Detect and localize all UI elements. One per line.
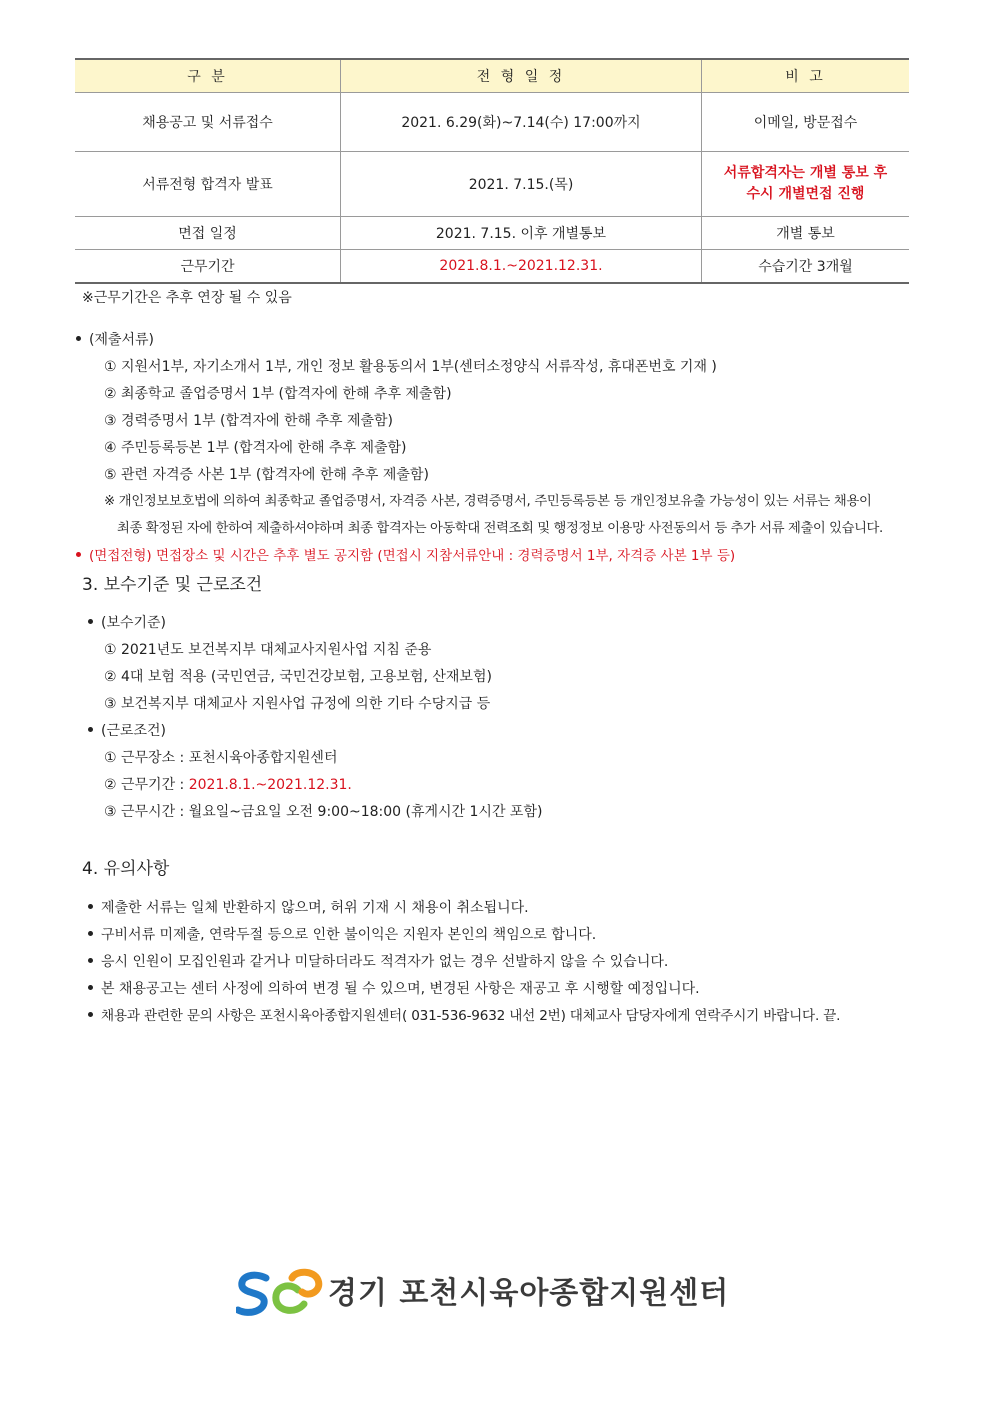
list-item: ③ 보건복지부 대체교사 지원사업 규정에 의한 기타 수당지급 등 (104, 696, 491, 712)
row-category: 서류전형 합격자 발표 (75, 152, 341, 217)
row-remark: 수습기간 3개월 (702, 250, 910, 283)
table-row (75, 152, 909, 217)
row-date: 2021. 7.15.(목) (341, 152, 702, 217)
list-item: 채용과 관련한 문의 사항은 포천시육아종합지원센터( 031-536-9632 내선 2번) 대체교사 담당자에게 연락주시기 바랍니다. 끝. (88, 1006, 840, 1026)
list-item: ⑤ 관련 자격증 사본 1부 (합격자에 한해 추후 제출함) (104, 467, 429, 483)
bullet-icon (88, 727, 93, 732)
row-remark: 이메일, 방문접수 (702, 93, 910, 152)
row-date: 2021. 7.15. 이후 개별통보 (341, 217, 702, 250)
row-remark: 개별 통보 (702, 217, 910, 250)
header-category: 구 분 (75, 59, 341, 93)
row-category: 면접 일정 (75, 217, 341, 250)
remark-line-1: 서류합격자는 개별 통보 후 (723, 165, 888, 181)
bullet-icon (88, 904, 93, 909)
schedule-table (75, 58, 909, 284)
header-schedule: 전 형 일 정 (341, 59, 702, 93)
work-period-value: 2021.8.1.~2021.12.31. (188, 777, 352, 793)
row-category: 근무기간 (75, 250, 341, 283)
documents-title: (제출서류) (76, 330, 154, 350)
interview-notice: (면접전형) 면접장소 및 시간은 추후 별도 공지함 (면접시 지참서류안내 : 경력증명서 1부, 자격증 사본 1부 등) (76, 546, 735, 566)
bullet-icon (76, 552, 81, 557)
work-title: (근로조건) (88, 721, 166, 741)
row-remark (702, 152, 910, 217)
table-row (75, 93, 909, 152)
sc-swirl-logo-icon (236, 1268, 326, 1320)
remark-line-2: 수시 개별면접 진행 (746, 186, 865, 202)
list-item: ③ 경력증명서 1부 (합격자에 한해 추후 제출함) (104, 413, 393, 429)
list-item: 제출한 서류는 일체 반환하지 않으며, 허위 기재 시 채용이 취소됩니다. (88, 898, 529, 918)
privacy-notice-line-2: 최종 확정된 자에 한하여 제출하셔야하며 최종 합격자는 아동학대 전력조회 및 행정정보 이용망 사전동의서 등 추가 서류 제출이 있습니다. (117, 521, 883, 536)
row-category: 채용공고 및 서류접수 (75, 93, 341, 152)
list-item: 본 채용공고는 센터 사정에 의하여 변경 될 수 있으며, 변경된 사항은 재공고 후 시행할 예정입니다. (88, 979, 700, 999)
bullet-icon (76, 336, 81, 341)
work-place: ① 근무장소 : 포천시육아종합지원센터 (104, 750, 338, 766)
bullet-icon (88, 1012, 93, 1017)
bullet-icon (88, 958, 93, 963)
org-name: 경기 포천시육아종합지원센터 (328, 1276, 730, 1311)
section-3-title: 3. 보수기준 및 근로조건 (82, 575, 263, 595)
period-note: ※근무기간은 추후 연장 될 수 있음 (82, 290, 292, 306)
list-item: ① 지원서1부, 자기소개서 1부, 개인 정보 활용동의서 1부(센터소정양식 서류작성, 휴대폰번호 기재 ) (104, 359, 717, 375)
list-item: ② 4대 보험 적용 (국민연금, 국민건강보험, 고용보험, 산재보험) (104, 669, 492, 685)
row-date: 2021. 6.29(화)~7.14(수) 17:00까지 (341, 93, 702, 152)
bullet-icon (88, 619, 93, 624)
list-item: ② 최종학교 졸업증명서 1부 (합격자에 한해 추후 제출함) (104, 386, 452, 402)
list-item: 응시 인원이 모집인원과 같거나 미달하더라도 적격자가 없는 경우 선발하지 않을 수 있습니다. (88, 952, 668, 972)
table-row (75, 250, 909, 283)
table-row (75, 217, 909, 250)
pay-title: (보수기준) (88, 613, 166, 633)
row-date: 2021.8.1.~2021.12.31. (341, 250, 702, 283)
work-period: ② 근무기간 : 2021.8.1.~2021.12.31. (104, 777, 352, 793)
bullet-icon (88, 931, 93, 936)
header-remarks: 비 고 (702, 59, 910, 93)
privacy-notice-line-1: ※ 개인정보보호법에 의하여 최종학교 졸업증명서, 자격증 사본, 경력증명서, 주민등록등본 등 개인정보유출 가능성이 있는 서류는 채용이 (104, 494, 872, 509)
schedule-header-row (75, 59, 909, 93)
list-item: ① 2021년도 보건복지부 대체교사지원사업 지침 준용 (104, 642, 432, 658)
bullet-icon (88, 985, 93, 990)
list-item: 구비서류 미제출, 연락두절 등으로 인한 불이익은 지원자 본인의 책임으로 합니다. (88, 925, 596, 945)
section-4-title: 4. 유의사항 (82, 859, 170, 879)
list-item: ④ 주민등록등본 1부 (합격자에 한해 추후 제출함) (104, 440, 407, 456)
work-hours: ③ 근무시간 : 월요일~금요일 오전 9:00~18:00 (휴게시간 1시간 포함) (104, 804, 543, 820)
